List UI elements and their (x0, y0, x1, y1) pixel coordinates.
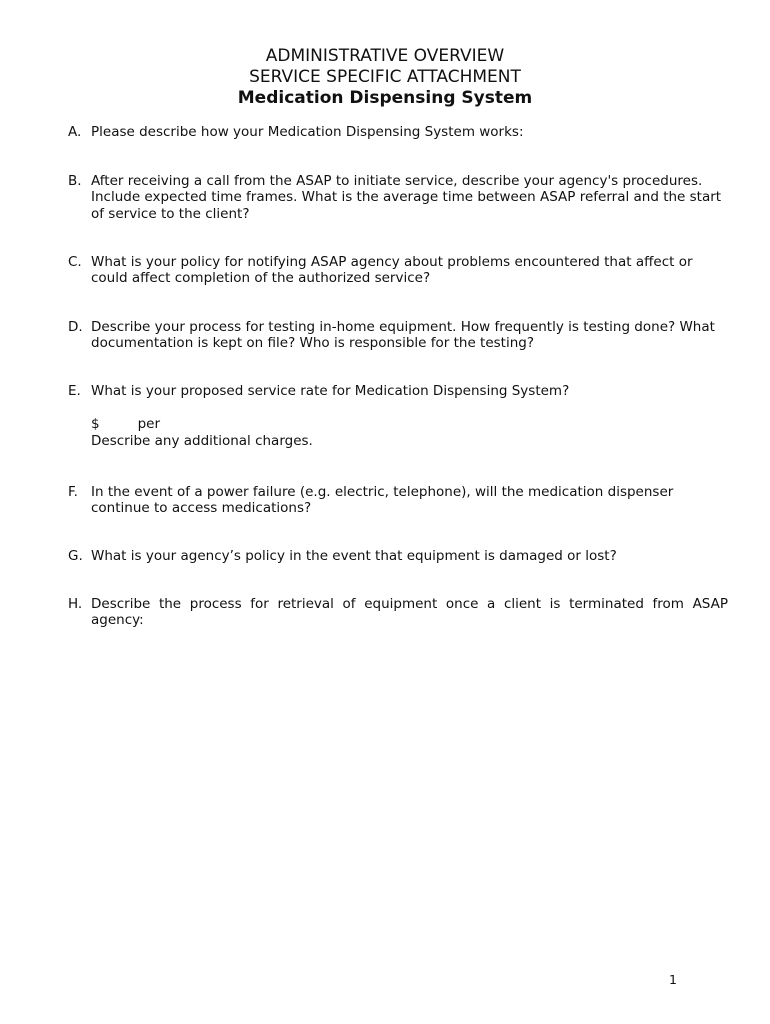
question-letter: C. (68, 254, 82, 270)
question-text: After receiving a call from the ASAP to initiate service, describe your agency's procedures. Include expected time frames. What is the average time between ASAP referral and the start of service to the client? (91, 173, 722, 222)
header-line-2: SERVICE SPECIFIC ATTACHMENT (249, 67, 521, 87)
question-letter: A. (68, 124, 82, 140)
question-g (68, 548, 728, 564)
question-d (68, 319, 728, 352)
question-letter: H. (68, 596, 83, 612)
question-a (68, 124, 728, 140)
question-letter: F. (68, 484, 78, 500)
additional-charges-prompt: Describe any additional charges. (91, 432, 313, 449)
question-letter: G. (68, 548, 83, 564)
rate-row (91, 416, 728, 432)
question-h (68, 596, 728, 629)
question-text: Describe your process for testing in-home equipment. How frequently is testing done? What documentation is kept on file? Who is responsible for the testing? (91, 319, 715, 352)
question-text: What is your proposed service rate for Medication Dispensing System? (91, 383, 570, 399)
question-c (68, 254, 728, 287)
currency-symbol: $ (91, 416, 100, 433)
question-f (68, 484, 728, 517)
document-title: Medication Dispensing System (237, 88, 533, 108)
question-e (68, 383, 728, 449)
header-line-1: ADMINISTRATIVE OVERVIEW (265, 46, 505, 66)
page-number: 1 (669, 972, 677, 987)
question-letter: B. (68, 173, 82, 189)
question-text: Please describe how your Medication Dispensing System works: (91, 124, 524, 140)
question-text: In the event of a power failure (e.g. electric, telephone), will the medication dispenser continue to access medications? (91, 484, 674, 517)
rate-block (91, 416, 728, 449)
question-text: Describe the process for retrieval of equipment once a client is terminated from ASAP agency: (91, 596, 728, 629)
question-b (68, 173, 728, 222)
question-text: What is your policy for notifying ASAP agency about problems encountered that affect or could affect completion of the authorized service? (91, 254, 693, 287)
question-text: What is your agency’s policy in the event that equipment is damaged or lost? (91, 548, 617, 564)
question-letter: D. (68, 319, 83, 335)
rate-per-label: per (137, 416, 161, 433)
document-header (0, 46, 770, 109)
question-letter: E. (68, 383, 81, 399)
